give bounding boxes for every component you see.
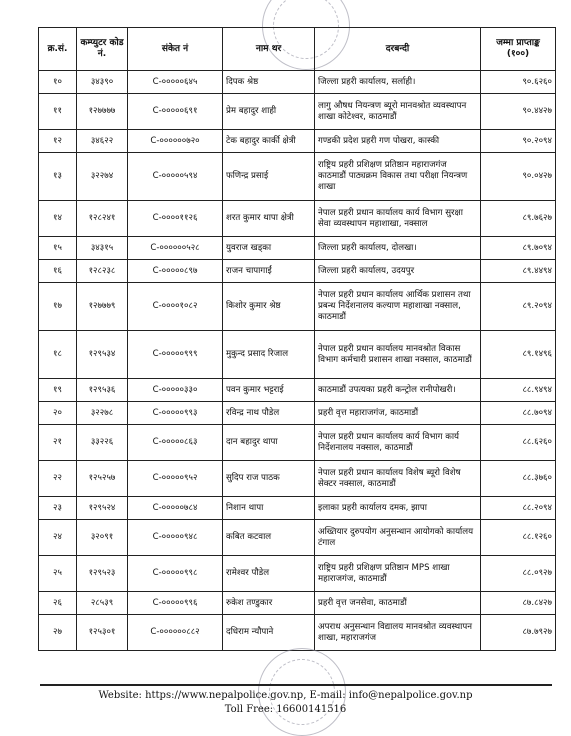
- cell-name: किशोर कुमार श्रेष्ठ: [223, 283, 315, 331]
- cell-code: १२५३०१: [77, 615, 128, 651]
- footer-divider: [40, 684, 552, 686]
- cell-code: ३४६२२: [77, 130, 128, 153]
- table-row: [39, 497, 556, 520]
- cell-score: ८९.७६२७: [481, 201, 556, 237]
- cell-score: ८८.६२६०: [481, 425, 556, 461]
- cell-score: ८९.७०९४: [481, 237, 556, 260]
- cell-office: जिल्ला प्रहरी कार्यालय, सर्लाही।: [315, 71, 481, 94]
- table-row: [39, 520, 556, 556]
- cell-symbol: C-०००००९९६: [128, 592, 223, 615]
- cell-office: प्रहरी वृत्त जनसेवा, काठमाडौं: [315, 592, 481, 615]
- cell-code: १२९५३४: [77, 331, 128, 379]
- cell-score: ८८.१२६०: [481, 520, 556, 556]
- cell-score: ८८.९४९४: [481, 379, 556, 402]
- cell-serial: २१: [39, 425, 77, 461]
- cell-symbol: C-००००१०८२: [128, 283, 223, 331]
- table-header-row: [39, 28, 556, 71]
- header-office: दरबन्दी: [315, 28, 481, 71]
- cell-name: पवन कुमार भट्टराई: [223, 379, 315, 402]
- cell-office: नेपाल प्रहरी प्रधान कार्यालय आर्थिक प्रशासन तथा प्रबन्ध निर्देशनालय कल्याण महाशाखा नक्साल, काठमाडौं: [315, 283, 481, 331]
- cell-symbol: C-०००००९९९: [128, 331, 223, 379]
- cell-score: ८८.२०९४: [481, 497, 556, 520]
- cell-score: ९०.०४२७: [481, 153, 556, 201]
- cell-office: प्रहरी वृत्त महाराजगंज, काठमाडौं: [315, 402, 481, 425]
- cell-score: ८९.२०९४: [481, 283, 556, 331]
- header-total-score: जम्मा प्राप्ताङ्क (१००): [481, 28, 556, 71]
- cell-symbol: C-००००००८८२: [128, 615, 223, 651]
- cell-name: रामेश्वर पौडेल: [223, 556, 315, 592]
- cell-office: जिल्ला प्रहरी कार्यालय, उदयपुर: [315, 260, 481, 283]
- cell-office: नेपाल प्रहरी प्रधान कार्यालय मानवश्रोत विकास विभाग कर्मचारी प्रशासन शाखा नक्साल, काठमाडौं: [315, 331, 481, 379]
- cell-name: फणिन्द्र प्रसाई: [223, 153, 315, 201]
- cell-name: टेक बहादुर कार्की क्षेत्री: [223, 130, 315, 153]
- cell-symbol: C-०००००७८४: [128, 497, 223, 520]
- cell-serial: १७: [39, 283, 77, 331]
- table-row: [39, 260, 556, 283]
- cell-serial: १३: [39, 153, 77, 201]
- cell-score: ९०.२०९४: [481, 130, 556, 153]
- cell-office: गण्डकी प्रदेश प्रहरी गण पोखरा, कास्की: [315, 130, 481, 153]
- cell-code: २८५३९: [77, 592, 128, 615]
- table-row: [39, 331, 556, 379]
- cell-serial: १६: [39, 260, 77, 283]
- cell-office: नेपाल प्रहरी प्रधान कार्यालय विशेष ब्यूरो विशेष सेक्टर नक्साल, काठमाडौं: [315, 461, 481, 497]
- cell-name: राजन चापागाईं: [223, 260, 315, 283]
- cell-score: ८८.७०९४: [481, 402, 556, 425]
- cell-name: सुदिप राज पाठक: [223, 461, 315, 497]
- cell-office: अख्तियार दुरुपयोग अनुसन्धान आयोगको कार्यालय टंगाल: [315, 520, 481, 556]
- cell-name: प्रेम बहादुर शाही: [223, 94, 315, 130]
- cell-serial: १५: [39, 237, 77, 260]
- cell-code: ३२२७४: [77, 153, 128, 201]
- cell-name: दधिराम न्यौपाने: [223, 615, 315, 651]
- cell-name: रुकेश तण्डुकार: [223, 592, 315, 615]
- cell-office: राष्ट्रिय प्रहरी प्रशिक्षण प्रतिष्ठान MPS शाखा महाराजगंज, काठमाडौं: [315, 556, 481, 592]
- cell-symbol: C-०००००९९८: [128, 556, 223, 592]
- cell-code: १२९५२४: [77, 497, 128, 520]
- table-row: [39, 130, 556, 153]
- cell-symbol: C-०००००६४५: [128, 71, 223, 94]
- table-row: [39, 402, 556, 425]
- cell-name: शरत कुमार थापा क्षेत्री: [223, 201, 315, 237]
- table-row: [39, 237, 556, 260]
- cell-code: ३२०९१: [77, 520, 128, 556]
- cell-serial: १०: [39, 71, 77, 94]
- cell-symbol: C-०००००८६३: [128, 425, 223, 461]
- cell-serial: २४: [39, 520, 77, 556]
- table-row: [39, 153, 556, 201]
- cell-office: लागु औषध नियन्त्रण ब्यूरो मानवश्रोत व्यवस्थापन शाखा कोटेश्वर, काठमाडौं: [315, 94, 481, 130]
- cell-serial: २३: [39, 497, 77, 520]
- cell-serial: २०: [39, 402, 77, 425]
- table-row: [39, 201, 556, 237]
- cell-serial: १८: [39, 331, 77, 379]
- table-row: [39, 592, 556, 615]
- cell-code: ३२२७८: [77, 402, 128, 425]
- results-table: [38, 27, 556, 651]
- cell-symbol: C-०००००९५२: [128, 461, 223, 497]
- cell-score: ९०.६२६०: [481, 71, 556, 94]
- cell-office: राष्ट्रिय प्रहरी प्रशिक्षण प्रतिष्ठान महाराजगंज काठमाडौं पाठ्यक्रम विकास तथा परीक्षा नियन्त्रण शाखा: [315, 153, 481, 201]
- footer-website-email: Website: https://www.nepalpolice.gov.np, E-mail: info@nepalpolice.gov.np: [98, 690, 473, 701]
- cell-name: रविन्द्र नाथ पौडेल: [223, 402, 315, 425]
- cell-serial: १९: [39, 379, 77, 402]
- cell-office: नेपाल प्रहरी प्रधान कार्यालय कार्य विभाग सुरक्षा सेवा व्यवस्थापन महाशाखा, नक्साल: [315, 201, 481, 237]
- cell-code: ३४३९०: [77, 71, 128, 94]
- table-row: [39, 615, 556, 651]
- cell-serial: ११: [39, 94, 77, 130]
- header-computer-code: कम्प्युटर कोड नं.: [77, 28, 128, 71]
- header-symbol-number: संकेत नं: [128, 28, 223, 71]
- cell-symbol: C-००००००७२०: [128, 130, 223, 153]
- cell-serial: २२: [39, 461, 77, 497]
- cell-code: १२८२४१: [77, 201, 128, 237]
- cell-score: ९०.४४२७: [481, 94, 556, 130]
- cell-code: १२९५३६: [77, 379, 128, 402]
- table-row: [39, 425, 556, 461]
- cell-name: युवराज खड्का: [223, 237, 315, 260]
- footer-toll-free: Toll Free: 16600141516: [224, 704, 347, 715]
- table-row: [39, 556, 556, 592]
- table-row: [39, 379, 556, 402]
- table-row: [39, 283, 556, 331]
- cell-code: १२८२३८: [77, 260, 128, 283]
- cell-code: १२५२५७: [77, 461, 128, 497]
- cell-office: इलाका प्रहरी कार्यालय दमक, झापा: [315, 497, 481, 520]
- cell-office: अपराध अनुसन्धान विद्यालय मानवश्रोत व्यवस्थापन शाखा, महाराजगंज: [315, 615, 481, 651]
- cell-symbol: C-०००००८९७: [128, 260, 223, 283]
- cell-office: नेपाल प्रहरी प्रधान कार्यालय कार्य विभाग कार्य निर्देशनालय नक्साल, काठमाडौं: [315, 425, 481, 461]
- cell-symbol: C-००००११२६: [128, 201, 223, 237]
- cell-score: ८९.४४९४: [481, 260, 556, 283]
- cell-score: ८९.१४९६: [481, 331, 556, 379]
- cell-code: १२७७७९: [77, 283, 128, 331]
- cell-score: ८७.७९२७: [481, 615, 556, 651]
- cell-serial: २५: [39, 556, 77, 592]
- cell-office: काठमाडौं उपत्यका प्रहरी कन्ट्रोल रानीपोखरी।: [315, 379, 481, 402]
- cell-symbol: C-००००००५२८: [128, 237, 223, 260]
- cell-name: मुकुन्द प्रसाद रिजाल: [223, 331, 315, 379]
- cell-score: ८७.८४२७: [481, 592, 556, 615]
- cell-score: ८८.३७६०: [481, 461, 556, 497]
- cell-serial: २६: [39, 592, 77, 615]
- header-name: नाम थर: [223, 28, 315, 71]
- header-serial: क्र.सं.: [39, 28, 77, 71]
- cell-score: ८८.०९२७: [481, 556, 556, 592]
- cell-code: ३४३१५: [77, 237, 128, 260]
- cell-code: १२९५२३: [77, 556, 128, 592]
- cell-office: जिल्ला प्रहरी कार्यालय, दोलखा।: [315, 237, 481, 260]
- cell-serial: १४: [39, 201, 77, 237]
- cell-serial: १२: [39, 130, 77, 153]
- cell-serial: २७: [39, 615, 77, 651]
- cell-symbol: C-०००००३३०: [128, 379, 223, 402]
- cell-symbol: C-०००००९४८: [128, 520, 223, 556]
- cell-symbol: C-०००००५९४: [128, 153, 223, 201]
- table-row: [39, 71, 556, 94]
- cell-name: दिपक श्रेष्ठ: [223, 71, 315, 94]
- cell-name: दान बहादुर थापा: [223, 425, 315, 461]
- cell-symbol: C-०००००६९१: [128, 94, 223, 130]
- cell-code: ३३२२६: [77, 425, 128, 461]
- cell-name: कबित कटवाल: [223, 520, 315, 556]
- cell-symbol: C-०००००९९३: [128, 402, 223, 425]
- cell-code: १२७७७७: [77, 94, 128, 130]
- table-row: [39, 461, 556, 497]
- table-row: [39, 94, 556, 130]
- cell-name: निशान थापा: [223, 497, 315, 520]
